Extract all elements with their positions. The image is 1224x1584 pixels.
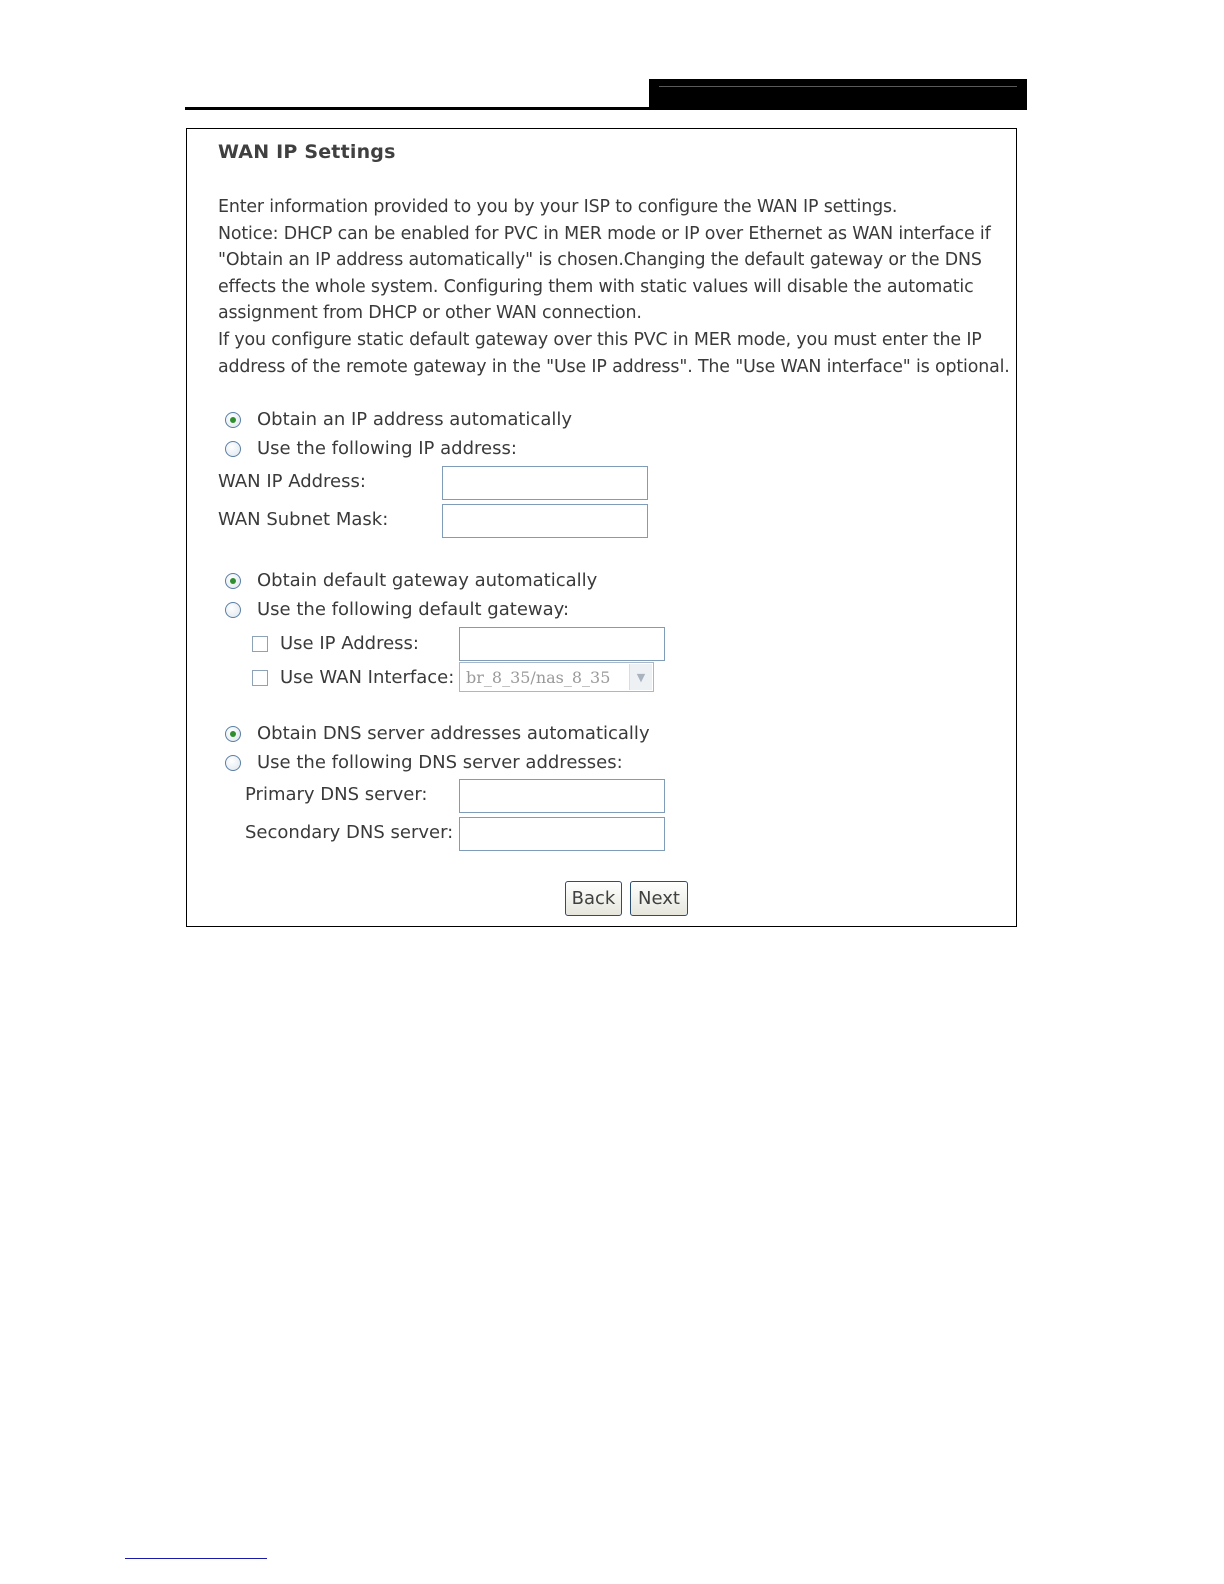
obtain-dns-auto-radio[interactable] bbox=[225, 726, 241, 742]
use-wan-interface-label: Use WAN Interface: bbox=[280, 667, 455, 688]
obtain-ip-auto-option[interactable] bbox=[225, 409, 572, 430]
next-button[interactable]: Next bbox=[630, 881, 688, 916]
chevron-down-icon[interactable]: ▼ bbox=[629, 664, 652, 690]
obtain-ip-auto-label: Obtain an IP address automatically bbox=[257, 409, 573, 430]
use-static-gateway-radio[interactable] bbox=[225, 602, 241, 618]
use-ip-address-option[interactable] bbox=[252, 633, 419, 654]
use-static-ip-label: Use the following IP address: bbox=[257, 438, 517, 459]
use-ip-address-checkbox[interactable] bbox=[252, 636, 268, 652]
description bbox=[218, 194, 1008, 380]
use-static-ip-option[interactable] bbox=[225, 438, 517, 459]
use-static-dns-option[interactable] bbox=[225, 752, 623, 773]
obtain-gateway-auto-option[interactable] bbox=[225, 570, 597, 591]
gateway-ip-address-input[interactable] bbox=[459, 627, 665, 661]
use-static-dns-label: Use the following DNS server addresses: bbox=[257, 752, 623, 773]
description-line: assignment from DHCP or other WAN connection. bbox=[218, 303, 642, 324]
wan-interface-selected-value: br_8_35/nas_8_35 bbox=[466, 667, 611, 687]
secondary-dns-label: Secondary DNS server: bbox=[245, 822, 454, 843]
description-line: Notice: DHCP can be enabled for PVC in MER mode or IP over Ethernet as WAN interface if bbox=[218, 223, 991, 244]
primary-dns-input[interactable] bbox=[459, 779, 665, 813]
wan-ip-address-label: WAN IP Address: bbox=[218, 471, 366, 492]
back-button[interactable]: Back bbox=[565, 881, 622, 916]
wan-ip-settings-panel bbox=[186, 128, 1017, 927]
wan-interface-select[interactable] bbox=[459, 662, 654, 692]
footer-rule bbox=[125, 1558, 267, 1559]
description-line: Enter information provided to you by your ISP to configure the WAN IP settings. bbox=[218, 197, 898, 217]
obtain-dns-auto-label: Obtain DNS server addresses automatically bbox=[257, 723, 650, 744]
use-ip-address-label: Use IP Address: bbox=[280, 633, 419, 654]
description-line: "Obtain an IP address automatically" is chosen.Changing the default gateway or the DNS bbox=[218, 250, 982, 271]
obtain-gateway-auto-label: Obtain default gateway automatically bbox=[257, 570, 598, 591]
use-static-ip-radio[interactable] bbox=[225, 441, 241, 457]
wan-ip-address-input[interactable] bbox=[442, 466, 648, 500]
use-static-gateway-label: Use the following default gateway: bbox=[257, 599, 570, 620]
description-line: effects the whole system. Configuring them with static values will disable the automatic bbox=[218, 276, 974, 297]
description-line: If you configure static default gateway over this PVC in MER mode, you must enter the IP bbox=[218, 329, 982, 350]
obtain-ip-auto-radio[interactable] bbox=[225, 412, 241, 428]
use-wan-interface-option[interactable] bbox=[252, 667, 454, 688]
use-static-gateway-option[interactable] bbox=[225, 599, 569, 620]
use-wan-interface-checkbox[interactable] bbox=[252, 670, 268, 686]
page-title: WAN IP Settings bbox=[218, 141, 396, 163]
secondary-dns-input[interactable] bbox=[459, 817, 665, 851]
header-bar-rule bbox=[659, 86, 1017, 87]
header-rule bbox=[185, 107, 1027, 110]
description-line: address of the remote gateway in the "Use IP address". The "Use WAN interface" is optional. bbox=[218, 356, 1010, 377]
wan-subnet-mask-label: WAN Subnet Mask: bbox=[218, 509, 389, 530]
obtain-dns-auto-option[interactable] bbox=[225, 723, 650, 744]
use-static-dns-radio[interactable] bbox=[225, 755, 241, 771]
header-bar bbox=[649, 79, 1027, 110]
obtain-gateway-auto-radio[interactable] bbox=[225, 573, 241, 589]
wan-subnet-mask-input[interactable] bbox=[442, 504, 648, 538]
primary-dns-label: Primary DNS server: bbox=[245, 784, 428, 805]
